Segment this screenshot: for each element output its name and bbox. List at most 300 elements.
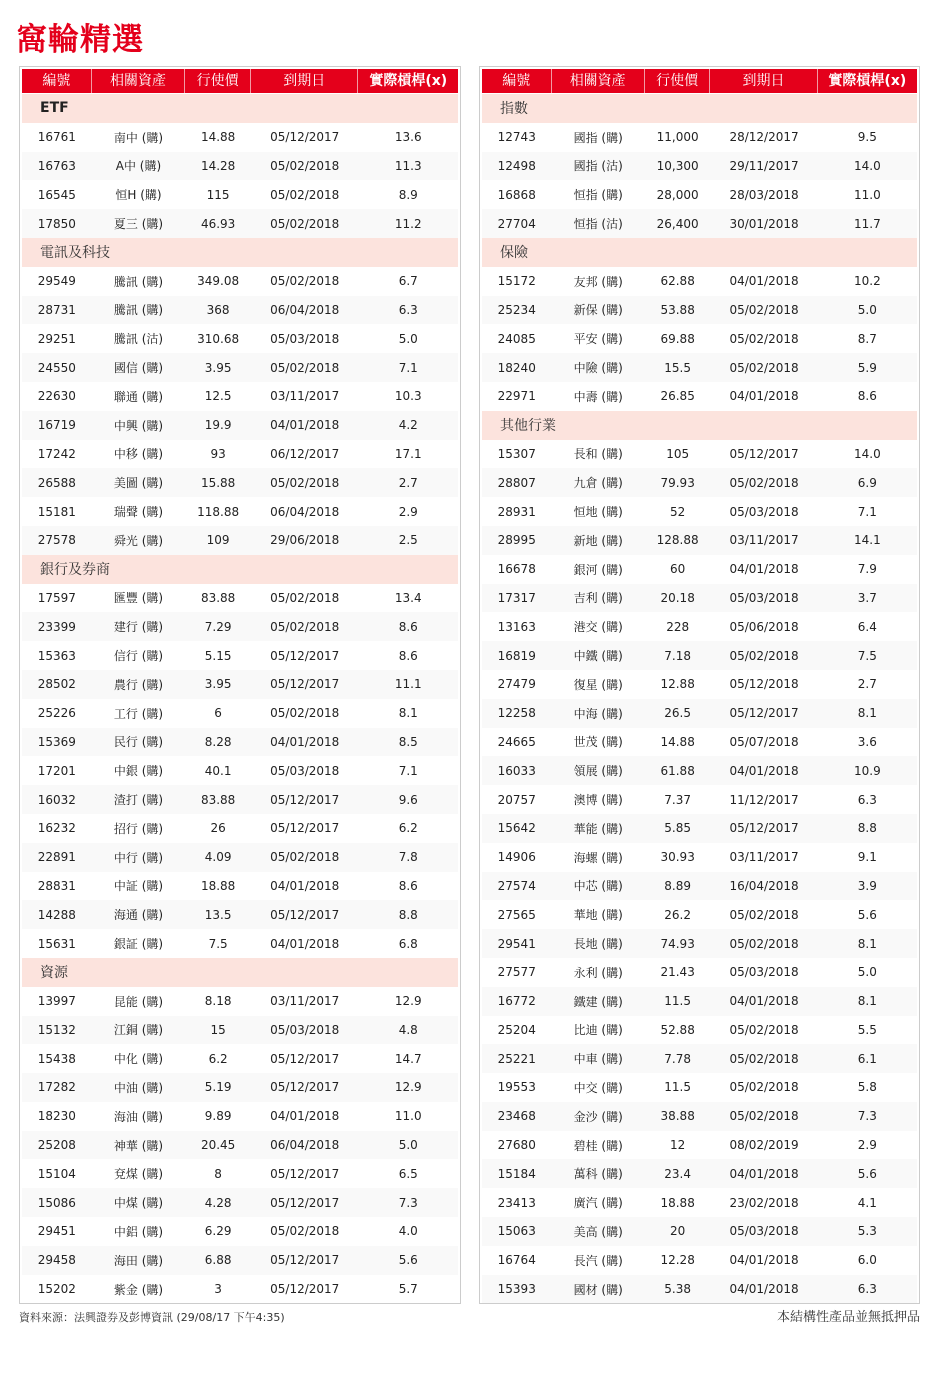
table-body (22, 94, 458, 1303)
warrant-code-cell: 18240 (497, 360, 536, 375)
warrant-code-cell: 28807 (497, 475, 536, 490)
underlying-asset-cell: 海田 (購) (113, 1253, 164, 1268)
effective-leverage-cell: 6.0 (857, 1253, 877, 1268)
effective-leverage-cell: 2.9 (398, 504, 418, 519)
effective-leverage-cell: 7.9 (857, 562, 877, 577)
effective-leverage-cell: 2.7 (398, 475, 418, 490)
table-row (22, 468, 458, 497)
effective-leverage-cell: 5.3 (857, 1224, 877, 1239)
table-row (22, 987, 458, 1016)
strike-price-cell: 6 (214, 706, 222, 721)
expiry-date-cell: 05/06/2018 (729, 619, 799, 634)
warrant-code-cell: 26588 (37, 475, 76, 490)
strike-price-cell: 10,300 (656, 158, 699, 173)
expiry-date-cell: 05/02/2018 (270, 619, 340, 634)
effective-leverage-cell: 5.0 (857, 965, 877, 980)
expiry-date-cell: 06/04/2018 (270, 302, 340, 317)
expiry-date-cell: 05/12/2017 (270, 648, 340, 663)
table-row (482, 929, 917, 958)
effective-leverage-cell: 7.1 (398, 763, 418, 778)
underlying-asset-cell: 南中 (購) (113, 130, 164, 145)
strike-price-cell: 40.1 (204, 763, 232, 778)
effective-leverage-cell: 5.6 (857, 1166, 877, 1181)
expiry-date-cell: 06/04/2018 (270, 504, 340, 519)
strike-price-cell: 18.88 (200, 878, 236, 893)
warrant-code-cell: 17597 (37, 590, 76, 605)
expiry-date-cell: 05/03/2018 (729, 1224, 799, 1239)
warrant-code-cell: 15363 (37, 648, 76, 663)
expiry-date-cell: 05/12/2017 (729, 446, 799, 461)
strike-price-cell: 53.88 (660, 302, 695, 317)
effective-leverage-cell: 11.2 (394, 216, 422, 231)
warrant-code-cell: 22630 (37, 389, 76, 404)
effective-leverage-cell: 11.7 (853, 216, 881, 231)
effective-leverage-cell: 12.9 (394, 1080, 422, 1095)
underlying-asset-cell: 華地 (購) (573, 908, 623, 923)
effective-leverage-cell: 4.0 (398, 1224, 418, 1239)
col-asset-header: 相關資產 (552, 69, 645, 93)
underlying-asset-cell: 恒指 (沽) (573, 217, 623, 232)
effective-leverage-cell: 5.6 (857, 907, 877, 922)
effective-leverage-cell: 9.5 (857, 130, 877, 145)
expiry-date-cell: 05/12/2017 (729, 706, 799, 721)
section-header (482, 94, 917, 123)
table-row (22, 497, 458, 526)
col-leverage-header: 實際槓桿(x) (369, 73, 448, 89)
underlying-asset-cell: 碧桂 (購) (573, 1138, 623, 1153)
col-strike-header: 行使價 (645, 69, 711, 93)
table-row (22, 728, 458, 757)
expiry-date-cell: 28/12/2017 (729, 130, 799, 145)
expiry-date-cell: 08/02/2019 (729, 1138, 799, 1153)
warrant-code-cell: 15307 (497, 446, 536, 461)
strike-price-cell: 109 (206, 533, 230, 548)
table-row (482, 756, 917, 785)
warrant-code-cell: 16772 (497, 994, 536, 1009)
effective-leverage-cell: 10.9 (853, 763, 881, 778)
table-row (22, 209, 458, 238)
underlying-asset-cell: 中油 (購) (113, 1080, 164, 1095)
effective-leverage-cell: 9.6 (398, 792, 418, 807)
col-code-header: 編號 (22, 69, 92, 93)
table-row (22, 353, 458, 382)
section-label: 電訊及科技 (40, 245, 110, 262)
warrant-code-cell: 15438 (37, 1051, 76, 1066)
effective-leverage-cell: 8.8 (857, 821, 877, 836)
expiry-date-cell: 05/12/2017 (270, 1195, 340, 1210)
expiry-date-cell: 05/02/2018 (270, 706, 340, 721)
effective-leverage-cell: 6.8 (398, 936, 418, 951)
underlying-asset-cell: 海通 (購) (113, 908, 164, 923)
strike-price-cell: 69.88 (660, 331, 695, 346)
expiry-date-cell: 05/02/2018 (729, 1051, 799, 1066)
expiry-date-cell: 11/12/2017 (729, 792, 799, 807)
underlying-asset-cell: 美圖 (購) (113, 476, 164, 491)
expiry-date-cell: 05/02/2018 (270, 187, 340, 202)
expiry-date-cell: 05/12/2017 (270, 130, 340, 145)
expiry-date-cell: 05/03/2018 (270, 763, 340, 778)
expiry-date-cell: 30/01/2018 (729, 216, 799, 231)
effective-leverage-cell: 13.4 (394, 590, 422, 605)
table-row (22, 267, 458, 296)
source-note: 資料來源：法興證券及彭博資訊 (29/08/17 下午4:35) (19, 1311, 285, 1324)
table-row (482, 324, 917, 353)
underlying-asset-cell: 聯通 (購) (113, 389, 164, 404)
strike-price-cell: 3.95 (204, 677, 232, 692)
warrant-code-cell: 15393 (497, 1282, 536, 1297)
effective-leverage-cell: 8.5 (398, 734, 418, 749)
warrant-code-cell: 28831 (37, 878, 76, 893)
effective-leverage-cell: 7.5 (857, 648, 877, 663)
table-row (22, 1131, 458, 1160)
expiry-date-cell: 23/02/2018 (729, 1195, 799, 1210)
table-row (22, 1188, 458, 1217)
underlying-asset-cell: 中鐵 (購) (573, 649, 623, 664)
warrant-code-cell: 29549 (37, 274, 76, 289)
warrant-code-cell: 27704 (497, 216, 536, 231)
warrant-code-cell: 16032 (37, 792, 76, 807)
section-label: 指數 (500, 101, 528, 118)
warrant-code-cell: 27578 (37, 533, 76, 548)
strike-price-cell: 26.2 (664, 907, 691, 922)
warrant-code-cell: 24550 (37, 360, 76, 375)
effective-leverage-cell: 6.9 (857, 475, 877, 490)
warrant-code-cell: 15181 (37, 504, 76, 519)
warrant-code-cell: 25234 (497, 302, 536, 317)
table-row (482, 900, 917, 929)
underlying-asset-cell: 中移 (購) (113, 447, 164, 462)
expiry-date-cell: 05/03/2018 (729, 504, 799, 519)
warrant-code-cell: 23468 (497, 1109, 536, 1124)
strike-price-cell: 8.18 (204, 994, 232, 1009)
strike-price-cell: 5.38 (664, 1282, 691, 1297)
underlying-asset-cell: 國指 (購) (573, 130, 623, 145)
effective-leverage-cell: 6.2 (398, 821, 418, 836)
underlying-asset-cell: 國指 (沽) (573, 159, 623, 174)
col-code-header: 編號 (482, 69, 552, 93)
warrant-code-cell: 27680 (497, 1138, 536, 1153)
warrant-code-cell: 15369 (37, 734, 76, 749)
warrant-code-cell: 24085 (497, 331, 536, 346)
table-row (22, 670, 458, 699)
strike-price-cell: 13.5 (204, 907, 232, 922)
table-header (482, 69, 917, 93)
strike-price-cell: 30.93 (660, 850, 695, 865)
warrant-code-cell: 14288 (37, 907, 76, 922)
underlying-asset-cell: 海螺 (購) (573, 850, 623, 865)
underlying-asset-cell: 瑞聲 (購) (113, 505, 164, 520)
section-header (22, 94, 458, 123)
underlying-asset-cell: 渣打 (購) (113, 793, 164, 808)
effective-leverage-cell: 14.1 (853, 533, 881, 548)
strike-price-cell: 52 (670, 504, 686, 519)
expiry-date-cell: 05/02/2018 (270, 590, 340, 605)
expiry-date-cell: 05/12/2017 (270, 677, 340, 692)
strike-price-cell: 5.15 (204, 648, 232, 663)
table-row (22, 526, 458, 555)
effective-leverage-cell: 8.6 (398, 619, 418, 634)
table-row (22, 785, 458, 814)
section-header (22, 238, 458, 267)
table-row (482, 555, 917, 584)
strike-price-cell: 228 (666, 619, 690, 634)
table-row (482, 670, 917, 699)
col-expiry-header: 到期日 (710, 69, 817, 93)
strike-price-cell: 20.45 (200, 1138, 236, 1153)
expiry-date-cell: 05/03/2018 (729, 590, 799, 605)
right-warrant-table (479, 66, 920, 1304)
warrant-code-cell: 12498 (497, 158, 536, 173)
expiry-date-cell: 28/03/2018 (729, 187, 799, 202)
warrant-code-cell: 29451 (37, 1224, 76, 1239)
warrant-code-cell: 16678 (497, 562, 536, 577)
warrant-code-cell: 20757 (497, 792, 536, 807)
underlying-asset-cell: 信行 (購) (113, 649, 164, 664)
underlying-asset-cell: 舜光 (購) (113, 533, 164, 548)
strike-price-cell: 46.93 (200, 216, 236, 231)
expiry-date-cell: 05/12/2017 (270, 792, 340, 807)
underlying-asset-cell: 鐵建 (購) (573, 994, 623, 1009)
effective-leverage-cell: 5.0 (398, 1138, 418, 1153)
effective-leverage-cell: 3.6 (857, 734, 877, 749)
warrant-code-cell: 23413 (497, 1195, 536, 1210)
warrant-code-cell: 16868 (497, 187, 536, 202)
expiry-date-cell: 04/01/2018 (729, 562, 799, 577)
table-row (22, 1217, 458, 1246)
effective-leverage-cell: 2.7 (857, 677, 877, 692)
effective-leverage-cell: 12.9 (394, 994, 422, 1009)
effective-leverage-cell: 8.1 (857, 994, 877, 1009)
expiry-date-cell: 05/02/2018 (729, 648, 799, 663)
underlying-asset-cell: 恒H (購) (115, 188, 162, 203)
strike-price-cell: 6.88 (204, 1253, 232, 1268)
underlying-asset-cell: 匯豐 (購) (113, 591, 164, 606)
col-expiry-header: 到期日 (251, 69, 359, 93)
table-row (482, 958, 917, 987)
effective-leverage-cell: 5.7 (398, 1282, 418, 1297)
strike-price-cell: 20 (670, 1224, 686, 1239)
expiry-date-cell: 05/02/2018 (729, 907, 799, 922)
underlying-asset-cell: 神華 (購) (113, 1138, 164, 1153)
strike-price-cell: 26.5 (664, 706, 691, 721)
strike-price-cell: 61.88 (660, 763, 695, 778)
underlying-asset-cell: 國信 (購) (113, 361, 164, 376)
warrant-code-cell: 29541 (497, 936, 536, 951)
underlying-asset-cell: 中海 (購) (573, 706, 623, 721)
effective-leverage-cell: 11.0 (853, 187, 881, 202)
warrant-code-cell: 16763 (37, 158, 76, 173)
table-row (482, 699, 917, 728)
effective-leverage-cell: 3.9 (857, 878, 877, 893)
expiry-date-cell: 05/12/2018 (729, 677, 799, 692)
underlying-asset-cell: 中行 (購) (113, 850, 164, 865)
warrant-code-cell: 12258 (497, 706, 536, 721)
underlying-asset-cell: 中興 (購) (113, 418, 164, 433)
expiry-date-cell: 05/02/2018 (729, 302, 799, 317)
warrant-code-cell: 28502 (37, 677, 76, 692)
table-row (482, 353, 917, 382)
warrant-code-cell: 16719 (37, 418, 76, 433)
strike-price-cell: 7.5 (208, 936, 228, 951)
table-row (482, 296, 917, 325)
disclaimer-note: 本結構性產品並無抵押品 (776, 1310, 920, 1325)
warrant-code-cell: 27577 (497, 965, 536, 980)
expiry-date-cell: 04/01/2018 (270, 1109, 340, 1124)
page-title: 窩輪精選 (16, 22, 144, 58)
strike-price-cell: 83.88 (200, 792, 236, 807)
col-strike-header: 行使價 (185, 69, 251, 93)
table-row (22, 296, 458, 325)
strike-price-cell: 15 (210, 1022, 226, 1037)
underlying-asset-cell: 港交 (購) (573, 620, 623, 635)
effective-leverage-cell: 6.3 (857, 1282, 877, 1297)
expiry-date-cell: 04/01/2018 (729, 994, 799, 1009)
warrant-code-cell: 27565 (497, 907, 536, 922)
table-row (22, 900, 458, 929)
effective-leverage-cell: 6.5 (398, 1166, 418, 1181)
underlying-asset-cell: 海油 (購) (113, 1109, 164, 1124)
strike-price-cell: 7.37 (664, 792, 691, 807)
effective-leverage-cell: 8.1 (857, 936, 877, 951)
strike-price-cell: 26.85 (660, 389, 695, 404)
expiry-date-cell: 05/02/2018 (270, 216, 340, 231)
table-row (482, 1217, 917, 1246)
warrant-code-cell: 17282 (37, 1080, 76, 1095)
effective-leverage-cell: 14.7 (394, 1051, 422, 1066)
effective-leverage-cell: 14.0 (853, 446, 881, 461)
expiry-date-cell: 06/04/2018 (270, 1138, 340, 1153)
underlying-asset-cell: 江銅 (購) (113, 1023, 164, 1038)
strike-price-cell: 14.28 (200, 158, 236, 173)
table-row (22, 440, 458, 469)
underlying-asset-cell: 中壽 (購) (573, 389, 623, 404)
strike-price-cell: 15.88 (200, 475, 236, 490)
strike-price-cell: 93 (210, 446, 226, 461)
warrant-code-cell: 23399 (37, 619, 76, 634)
strike-price-cell: 38.88 (660, 1109, 695, 1124)
strike-price-cell: 12.5 (204, 389, 232, 404)
table-row (22, 382, 458, 411)
expiry-date-cell: 05/03/2018 (270, 1022, 340, 1037)
warrant-code-cell: 15184 (497, 1166, 536, 1181)
underlying-asset-cell: 比迪 (購) (573, 1023, 623, 1038)
effective-leverage-cell: 8.8 (398, 907, 418, 922)
strike-price-cell: 28,000 (656, 187, 699, 202)
underlying-asset-cell: 中化 (購) (113, 1052, 164, 1067)
warrant-code-cell: 12743 (497, 130, 536, 145)
table-row (482, 584, 917, 613)
expiry-date-cell: 03/11/2017 (270, 389, 340, 404)
warrant-code-cell: 16764 (497, 1253, 536, 1268)
effective-leverage-cell: 11.0 (394, 1109, 422, 1124)
warrant-code-cell: 16545 (37, 187, 76, 202)
effective-leverage-cell: 3.7 (857, 590, 877, 605)
strike-price-cell: 310.68 (197, 331, 240, 346)
strike-price-cell: 9.89 (204, 1109, 232, 1124)
underlying-asset-cell: 華能 (購) (573, 821, 623, 836)
effective-leverage-cell: 10.2 (853, 274, 881, 289)
table-row (482, 1073, 917, 1102)
underlying-asset-cell: 騰訊 (購) (113, 303, 164, 318)
effective-leverage-cell: 7.3 (398, 1195, 418, 1210)
strike-price-cell: 19.9 (204, 418, 232, 433)
underlying-asset-cell: 永利 (購) (573, 965, 623, 980)
effective-leverage-cell: 13.6 (394, 130, 422, 145)
expiry-date-cell: 05/02/2018 (729, 936, 799, 951)
expiry-date-cell: 04/01/2018 (729, 1166, 799, 1181)
strike-price-cell: 52.88 (660, 1022, 695, 1037)
table-row (22, 324, 458, 353)
strike-price-cell: 11,000 (656, 130, 699, 145)
expiry-date-cell: 05/03/2018 (270, 331, 340, 346)
expiry-date-cell: 05/12/2017 (270, 1166, 340, 1181)
table-row (482, 440, 917, 469)
warrant-code-cell: 16761 (37, 130, 76, 145)
underlying-asset-cell: 澳博 (購) (573, 793, 623, 808)
warrant-code-cell: 22891 (37, 850, 76, 865)
warrant-code-cell: 17201 (37, 763, 76, 778)
underlying-asset-cell: 長汽 (購) (573, 1253, 623, 1268)
table-row (22, 1016, 458, 1045)
expiry-date-cell: 16/04/2018 (729, 878, 799, 893)
expiry-date-cell: 05/12/2017 (270, 821, 340, 836)
effective-leverage-cell: 8.1 (857, 706, 877, 721)
warrant-code-cell: 28931 (497, 504, 536, 519)
strike-price-cell: 5.19 (204, 1080, 232, 1095)
strike-price-cell: 12.28 (660, 1253, 695, 1268)
expiry-date-cell: 04/01/2018 (729, 1282, 799, 1297)
table-row (482, 152, 917, 181)
expiry-date-cell: 04/01/2018 (729, 1253, 799, 1268)
underlying-asset-cell: 恒指 (購) (573, 188, 623, 203)
strike-price-cell: 7.29 (204, 619, 232, 634)
strike-price-cell: 368 (206, 302, 230, 317)
effective-leverage-cell: 5.8 (857, 1080, 877, 1095)
strike-price-cell: 15.5 (664, 360, 691, 375)
underlying-asset-cell: 農行 (購) (113, 677, 164, 692)
warrant-code-cell: 28995 (497, 533, 536, 548)
warrant-code-cell: 27479 (497, 677, 536, 692)
strike-price-cell: 8.28 (204, 734, 232, 749)
table-row (482, 785, 917, 814)
warrant-code-cell: 27574 (497, 878, 536, 893)
effective-leverage-cell: 2.9 (857, 1138, 877, 1153)
underlying-asset-cell: 吉利 (購) (573, 591, 623, 606)
underlying-asset-cell: 中銀 (購) (113, 764, 164, 779)
strike-price-cell: 23.4 (664, 1166, 691, 1181)
strike-price-cell: 128.88 (656, 533, 699, 548)
table-row (22, 1275, 458, 1304)
table-row (22, 152, 458, 181)
effective-leverage-cell: 8.6 (398, 648, 418, 663)
expiry-date-cell: 05/12/2017 (270, 907, 340, 922)
strike-price-cell: 20.18 (660, 590, 695, 605)
effective-leverage-cell: 5.9 (857, 360, 877, 375)
table-row (22, 929, 458, 958)
warrant-code-cell: 24665 (497, 734, 536, 749)
effective-leverage-cell: 11.1 (394, 677, 422, 692)
expiry-date-cell: 04/01/2018 (729, 389, 799, 404)
warrant-code-cell: 13997 (37, 994, 76, 1009)
underlying-asset-cell: 九倉 (購) (573, 476, 623, 491)
strike-price-cell: 3 (214, 1282, 222, 1297)
table-row (482, 1044, 917, 1073)
expiry-date-cell: 29/11/2017 (729, 158, 799, 173)
section-label: 保險 (500, 245, 528, 262)
table-header (22, 69, 458, 93)
table-row (482, 843, 917, 872)
expiry-date-cell: 05/02/2018 (729, 1022, 799, 1037)
